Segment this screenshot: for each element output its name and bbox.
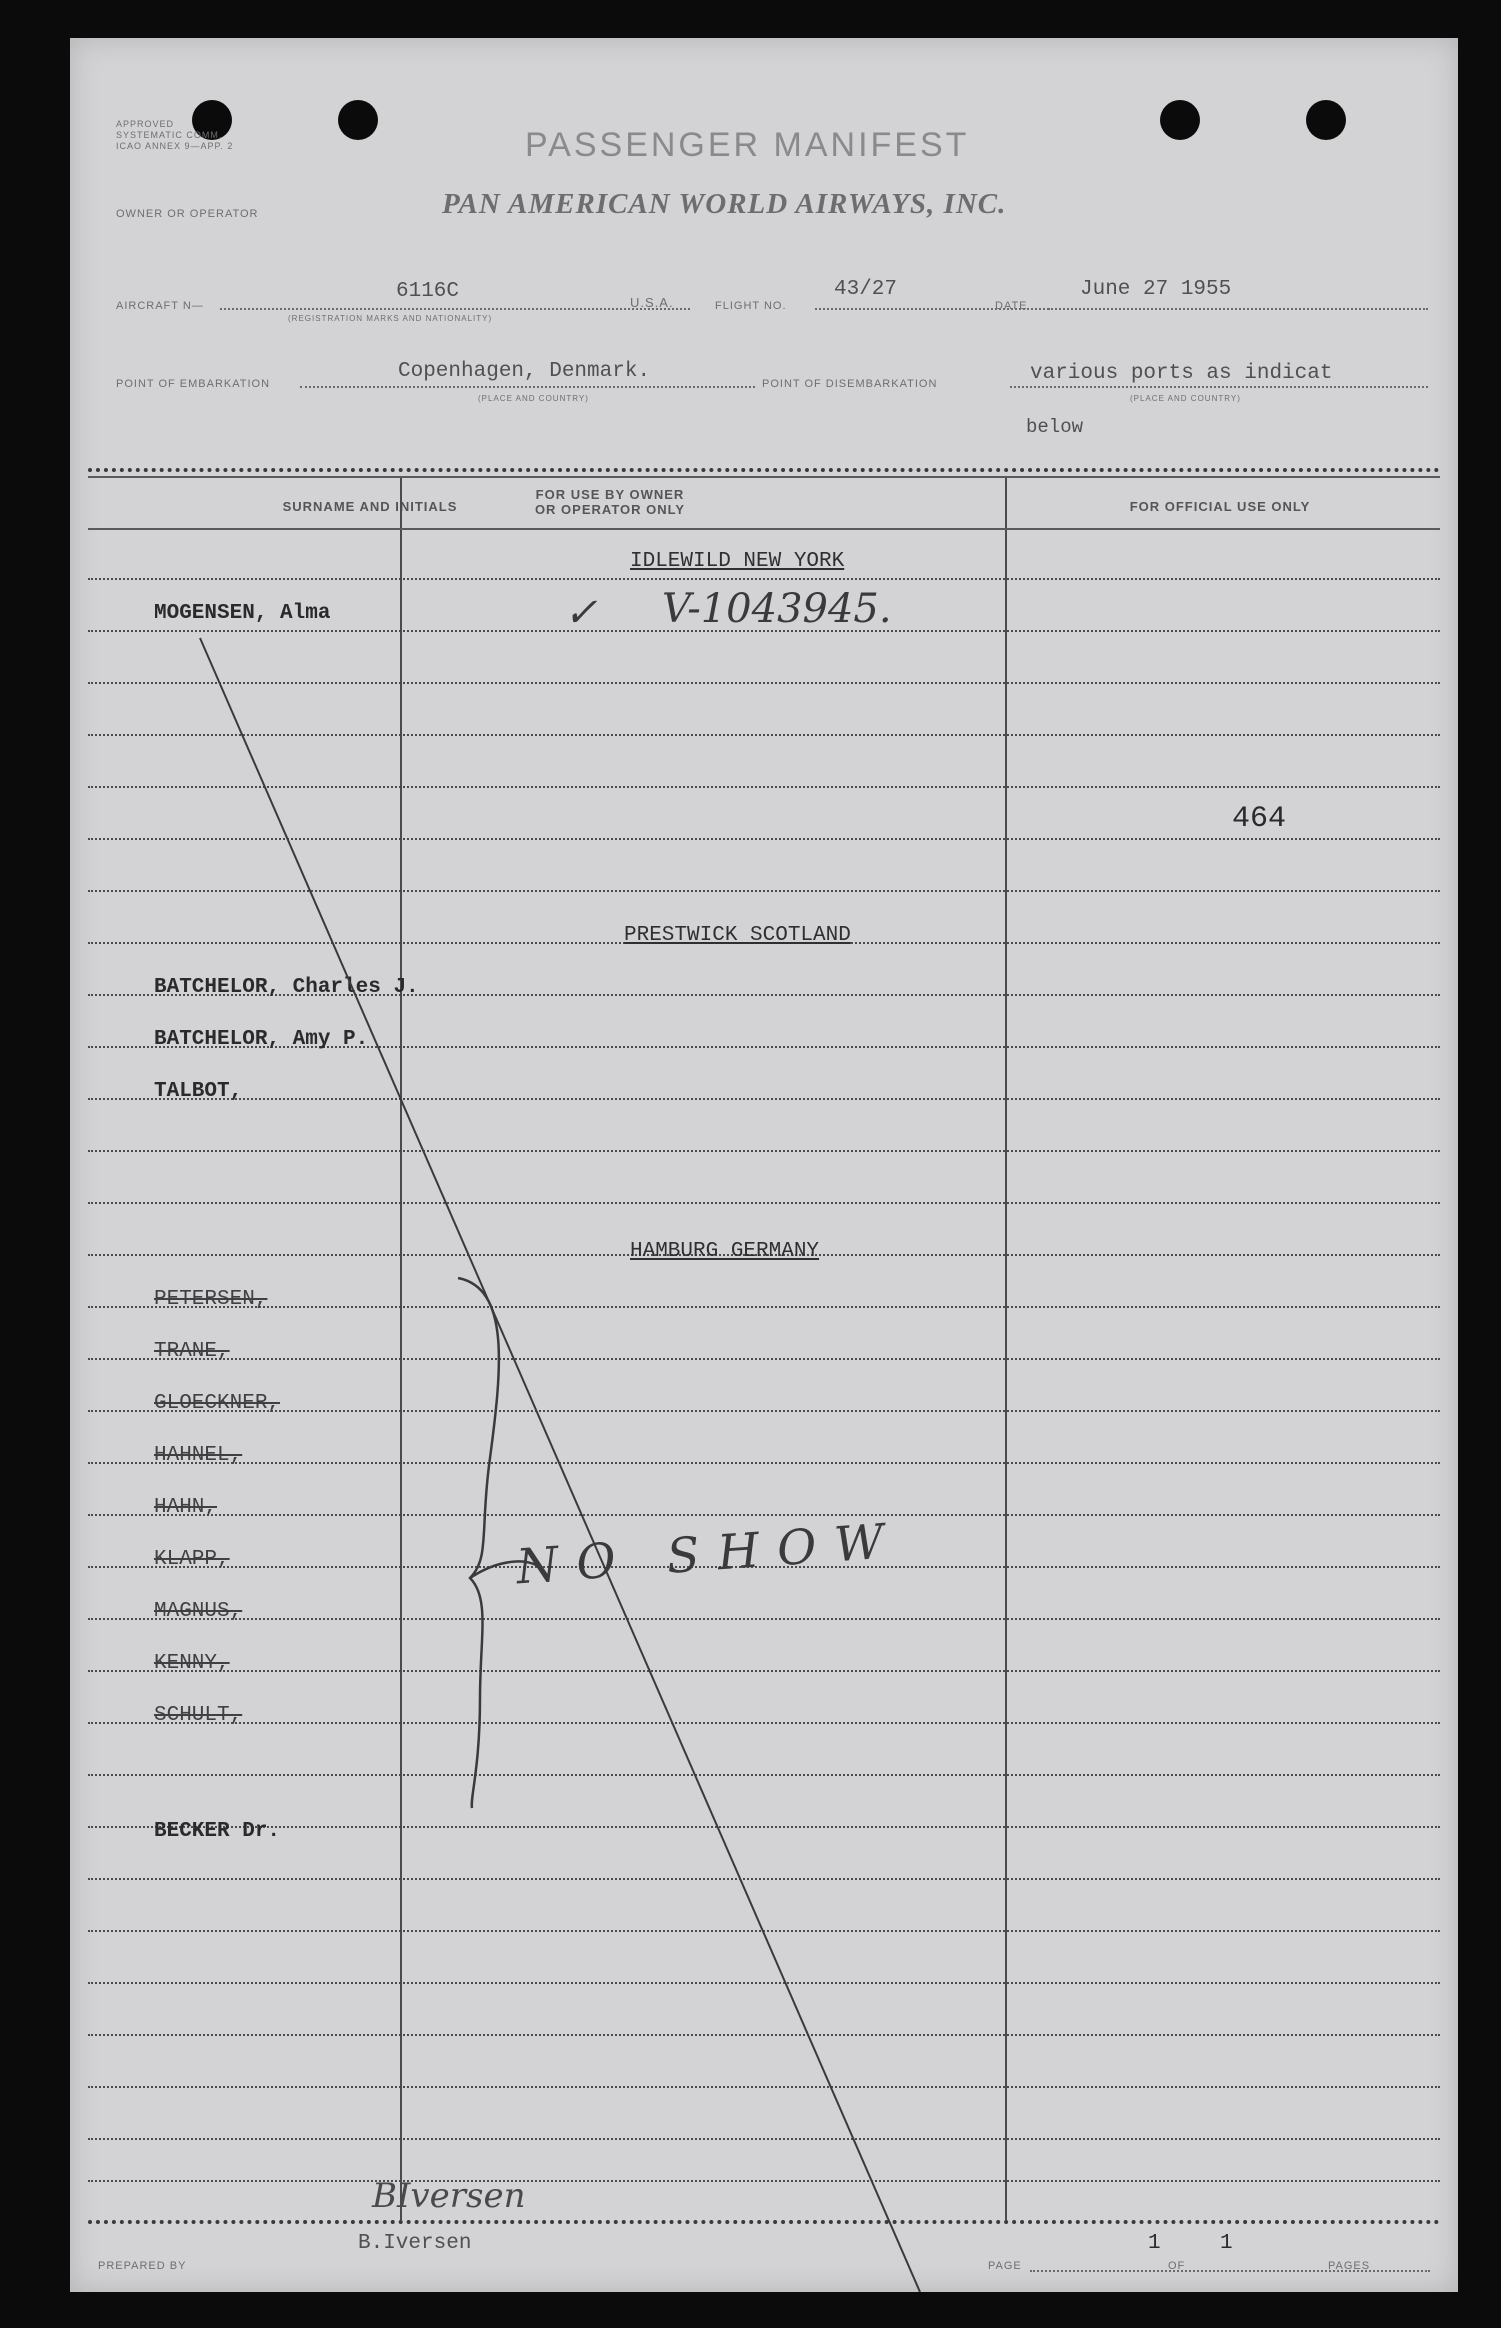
diagonal-strike-line [200, 638, 920, 2292]
struck-passenger: MAGNUS, [154, 1600, 243, 1623]
struck-passenger: KLAPP, [154, 1548, 230, 1571]
approval-line: APPROVED [116, 119, 175, 129]
signature: BIversen [372, 2176, 526, 2216]
struck-passenger: TRANE, [154, 1340, 230, 1363]
approval-line: SYSTEMATIC COMM. [116, 130, 223, 140]
struck-passenger: HAHNEL, [154, 1444, 243, 1467]
struck-passenger: GLOECKNER, [154, 1392, 281, 1415]
no-show-note: NO SHOW [514, 1512, 904, 1596]
of-label: OF [1168, 2260, 1186, 2272]
passenger-name: TALBOT, [154, 1080, 243, 1103]
date-label: DATE [995, 300, 1028, 312]
embarkation-place: Copenhagen, Denmark. [398, 360, 651, 383]
column-header-official-use: FOR OFFICIAL USE ONLY [1129, 499, 1311, 514]
no-show-brace [458, 1278, 499, 1808]
owner-operator-label: OWNER OR OPERATOR [116, 208, 259, 220]
page-number: 1 [1148, 2232, 1161, 2255]
usa-label: U.S.A. [630, 295, 674, 310]
approval-line: ICAO ANNEX 9—APP. 2 [116, 141, 234, 151]
airline-name: PAN AMERICAN WORLD AIRWAYS, INC. [442, 188, 1007, 220]
pages-label: PAGES [1328, 2260, 1371, 2272]
flight-date: June 27 1955 [1080, 278, 1232, 301]
prepared-by-label: PREPARED BY [98, 2260, 187, 2272]
disembarkation-place: various ports as indicat [1030, 362, 1333, 385]
brace-tip [470, 1561, 540, 1578]
embarkation-sublabel: (PLACE AND COUNTRY) [478, 394, 589, 403]
struck-passenger: HAHN, [154, 1496, 218, 1519]
aircraft-registration: 6116C [396, 280, 460, 303]
aircraft-sublabel: (REGISTRATION MARKS AND NATIONALITY) [288, 314, 493, 323]
page-title: PASSENGER MANIFEST [525, 126, 970, 164]
passenger-name: MOGENSEN, Alma [154, 602, 331, 625]
handwritten-code: V-1043945. [662, 586, 892, 632]
prepared-by-name: B.Iversen [358, 2232, 472, 2255]
struck-passenger: PETERSEN, [154, 1288, 268, 1311]
destination-heading: HAMBURG GERMANY [630, 1240, 820, 1263]
disembarkation-sublabel: (PLACE AND COUNTRY) [1130, 394, 1241, 403]
struck-passenger: KENNY, [154, 1652, 230, 1675]
check-mark: ✓ [564, 590, 598, 636]
page-label: PAGE [988, 2260, 1022, 2272]
official-number: 464 [1232, 802, 1287, 836]
disembarkation-continued: below [1026, 416, 1084, 438]
flight-number: 43/27 [834, 278, 898, 301]
destination-heading: PRESTWICK SCOTLAND [624, 924, 851, 947]
passenger-name: BECKER Dr. [154, 1820, 281, 1843]
aircraft-label: AIRCRAFT N— [116, 300, 204, 312]
embarkation-label: POINT OF EMBARKATION [116, 378, 271, 390]
column-header-owner-use-line1: FOR USE BY OWNER [535, 487, 685, 502]
struck-passenger: SCHULT, [154, 1704, 243, 1727]
passenger-name: BATCHELOR, Amy P. [154, 1028, 369, 1051]
page-total: 1 [1220, 2232, 1233, 2255]
column-header-surname: SURNAME AND INITIALS [282, 499, 458, 514]
flight-label: FLIGHT NO. [715, 300, 787, 312]
passenger-name: BATCHELOR, Charles J. [154, 976, 419, 999]
pen-strokes [70, 38, 1458, 2292]
column-header-owner-use-line2: OR OPERATOR ONLY [534, 502, 686, 517]
disembarkation-label: POINT OF DISEMBARKATION [762, 378, 938, 390]
manifest-sheet [70, 38, 1458, 2292]
destination-heading: IDLEWILD NEW YORK [630, 550, 845, 573]
